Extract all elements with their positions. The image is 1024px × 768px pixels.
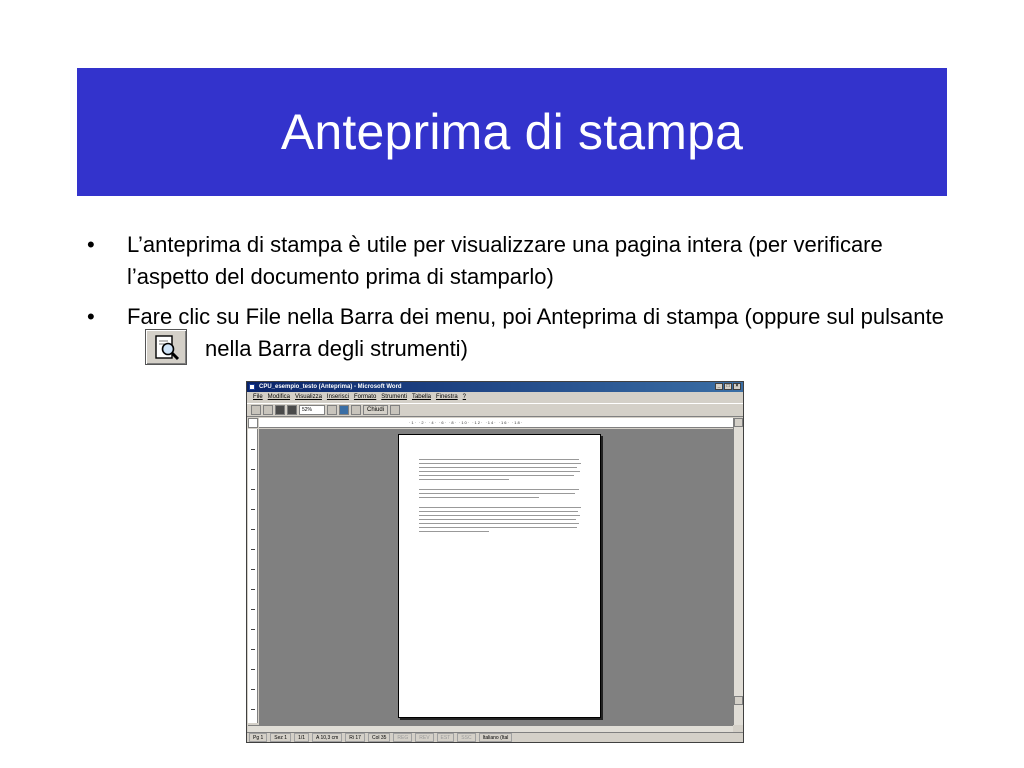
status-rev: REV: [415, 733, 433, 742]
status-reg: REG: [393, 733, 412, 742]
fullscreen-icon: [351, 405, 361, 415]
menu-visualizza: Visualizza: [295, 394, 322, 400]
maximize-icon: □: [724, 383, 732, 390]
vertical-ruler: [248, 429, 258, 723]
menu-strumenti: Strumenti: [381, 394, 407, 400]
menu-inserisci: Inserisci: [326, 394, 349, 400]
menu-file: File: [253, 394, 263, 400]
word-statusbar: [247, 732, 743, 742]
bullet-text-before: Fare clic su File nella Barra dei menu, poi Anteprima di stampa (oppure sul pulsante: [127, 304, 944, 329]
shrink-icon: [339, 405, 349, 415]
bullet-text-after: nella Barra degli strumenti): [205, 336, 468, 361]
zoom-box: 52%: [299, 405, 325, 415]
scroll-up-icon: [734, 418, 743, 427]
magnifier-icon: [263, 405, 273, 415]
bullet-symbol: •: [87, 304, 95, 329]
print-preview-icon: [153, 334, 181, 362]
status-section: Sez 1: [270, 733, 291, 742]
close-icon: ×: [733, 383, 741, 390]
menu-formato: Formato: [353, 394, 377, 400]
status-line: Ri 17: [345, 733, 365, 742]
status-language: Italiano (Ital: [479, 733, 513, 742]
print-icon: [251, 405, 261, 415]
status-ssc: SSC: [457, 733, 475, 742]
preview-area: [259, 429, 733, 725]
bullet-list: [87, 229, 947, 373]
ruler-corner: [248, 418, 258, 428]
menu-help: ?: [462, 394, 467, 400]
slide-title: Anteprima di stampa: [280, 104, 744, 160]
status-pages: 1/1: [294, 733, 309, 742]
word-menubar: [247, 393, 743, 402]
minimize-icon: _: [715, 383, 723, 390]
word-window-title: CPU_esempio_testo (Anteprima) - Microsoft Word: [259, 384, 402, 390]
menu-tabella: Tabella: [411, 394, 431, 400]
ruler-icon: [327, 405, 337, 415]
bullet-item: [87, 229, 947, 293]
menu-modifica: Modifica: [267, 394, 291, 400]
scroll-down-icon: [734, 696, 743, 705]
word-window-screenshot: [246, 381, 744, 743]
status-position: A 10,3 cm: [312, 733, 342, 742]
vertical-scrollbar: [733, 418, 743, 725]
title-band: [77, 68, 947, 196]
print-preview-button-image: [145, 329, 187, 365]
menu-finestra: Finestra: [435, 394, 458, 400]
status-est: EST: [437, 733, 455, 742]
word-toolbar: [247, 403, 743, 417]
window-controls: [715, 383, 741, 390]
preview-page: [398, 434, 601, 718]
bullet-symbol: •: [87, 232, 95, 257]
bullet-item: [87, 301, 947, 365]
status-page: Pg 1: [249, 733, 267, 742]
status-col: Col 35: [368, 733, 390, 742]
close-preview-button: Chiudi: [363, 405, 388, 415]
multi-page-icon: [287, 405, 297, 415]
help-icon: [390, 405, 400, 415]
one-page-icon: [275, 405, 285, 415]
word-titlebar: [247, 382, 743, 392]
bullet-text: L’anteprima di stampa è utile per visualizzare una pagina intera (per verificare l’aspetto del documento prima di stamparlo): [127, 232, 883, 289]
horizontal-ruler: ·1· ·2· ·4· ·6· ·8· ·10· ·12· ·14· ·16· ·18·: [259, 418, 733, 428]
word-app-icon: [249, 384, 255, 390]
